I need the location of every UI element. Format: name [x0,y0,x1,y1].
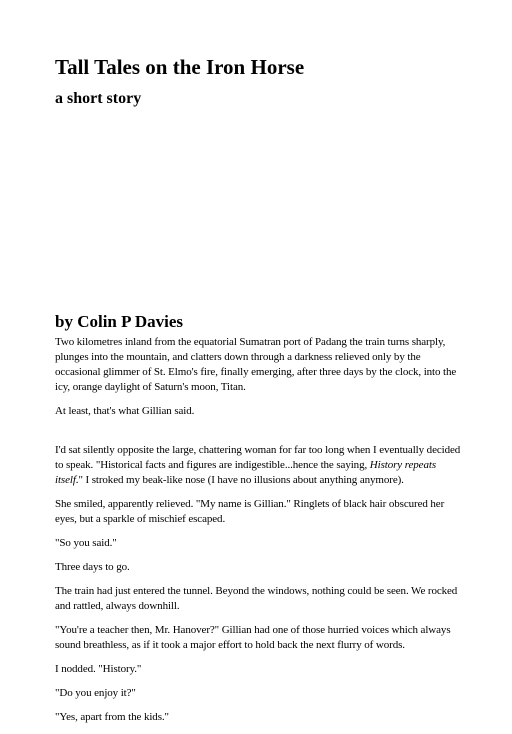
paragraph-2: At least, that's what Gillian said. [55,405,195,417]
paragraph-9: I nodded. "History." [55,663,142,675]
paragraph-8: "You're a teacher then, Mr. Hanover?" Gillian had one of those hurried voices which always sound breathless, as if it took a major effort to hold back the next flurry of words. [55,624,451,651]
paragraph-3-end: ." I stroked my beak-like nose (I have no illusions about anything anymore). [75,474,404,486]
paragraph-5: "So you said." [55,537,117,549]
paragraph-3 [55,443,465,488]
author-byline: by Colin P Davies [55,312,183,331]
paragraph-1: Two kilometres inland from the equatorial Sumatran port of Padang the train turns sharply, plunges into the mountain, and clatters down through a darkness relieved only by the occasional glimmer of St. Elmo's fire, finally emerging, after three days by the clock, into the icy, orange daylight of Saturn's moon, Titan. [55,336,457,393]
story-title: Tall Tales on the Iron Horse [55,55,305,79]
paragraph-6: Three days to go. [55,561,130,573]
paragraph-3-italic: History repeats itself [55,459,437,486]
paragraph-3-quote: "Historical facts and figures are indigestible...hence the saying, [95,459,370,471]
paragraph-3-lead: I'd sat silently opposite the large, chattering woman for far too long when I eventually decided to speak. [55,444,461,471]
paragraph-11: "Yes, apart from the kids." [55,711,169,723]
story-body [55,335,465,734]
paragraph-7: The train had just entered the tunnel. Beyond the windows, nothing could be seen. We rocked and rattled, always downhill. [55,585,458,612]
paragraph-4: She smiled, apparently relieved. "My name is Gillian." Ringlets of black hair obscured her eyes, but a sparkle of mischief escaped. [55,498,445,525]
paragraph-10: "Do you enjoy it?" [55,687,136,699]
story-subtitle: a short story [55,90,142,107]
